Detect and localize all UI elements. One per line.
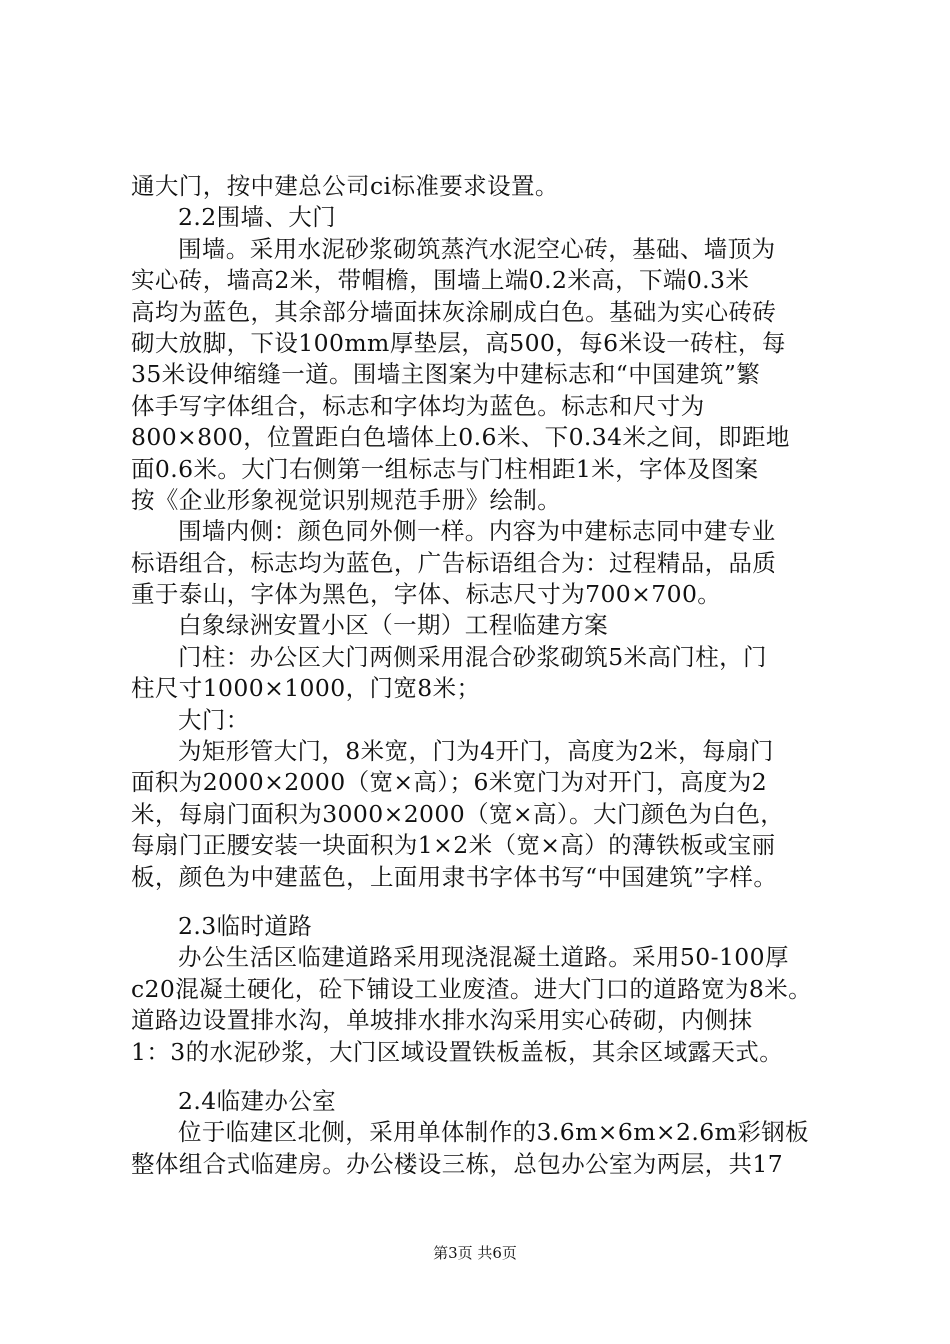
text-line: 柱尺寸1000×1000，门宽8米； [131, 674, 481, 703]
text-line: 门柱：办公区大门两侧采用混合砂浆砌筑5米高门柱，门 [178, 642, 767, 671]
text-line: 砌大放脚，下设100mm厚垫层，高500，每6米设一砖柱，每 [131, 328, 786, 357]
text-line: 按《企业形象视觉识别规范手册》绘制。 [131, 485, 562, 514]
text-line: 每扇门正腰安装一块面积为1×2米（宽×高）的薄铁板或宝丽 [131, 831, 776, 860]
text-line: 位于临建区北侧，采用单体制作的3.6m×6m×2.6m彩钢板 [178, 1118, 809, 1147]
text-line: 标语组合，标志均为蓝色，广告标语组合为：过程精品，品质 [131, 548, 777, 577]
section-heading: 2.4临建办公室 [178, 1086, 337, 1115]
text-line: 实心砖，墙高2米，带帽檐，围墙上端0.2米高，下端0.3米 [131, 266, 750, 295]
text-line: 体手写字体组合，标志和字体均为蓝色。标志和尺寸为 [131, 391, 705, 420]
section-heading: 2.3临时道路 [178, 911, 313, 940]
text-line: 米，每扇门面积为3000×2000（宽×高）。大门颜色为白色， [131, 799, 785, 828]
paragraph-gap [131, 893, 843, 911]
text-line: 35米设伸缩缝一道。围墙主图案为中建标志和“中国建筑”繁 [131, 360, 761, 389]
text-line: 重于泰山，字体为黑色，字体、标志尺寸为700×700。 [131, 580, 722, 609]
text-line: 大门： [178, 705, 250, 734]
text-line: 面积为2000×2000（宽×高）；6米宽门为对开门，高度为2 [131, 768, 768, 797]
text-line: 面0.6米。大门右侧第一组标志与门柱相距1米，字体及图案 [131, 454, 759, 483]
text-line: 道路边设置排水沟，单坡排水排水沟采用实心砖砌，内侧抹 [131, 1006, 753, 1035]
page-footer [0, 1243, 950, 1263]
text-line: 围墙。采用水泥砂浆砌筑蒸汽水泥空心砖，基础、墙顶为 [178, 234, 776, 263]
text-line: 白象绿洲安置小区（一期）工程临建方案 [178, 611, 609, 640]
paragraph-gap [131, 1068, 843, 1086]
text-line: 整体组合式临建房。办公楼设三栋，总包办公室为两层，共17 [131, 1149, 784, 1178]
text-line: 为矩形管大门，8米宽，门为4开门，高度为2米，每扇门 [178, 737, 774, 766]
text-line: 围墙内侧：颜色同外侧一样。内容为中建标志同中建专业 [178, 517, 776, 546]
document-body [131, 171, 843, 1180]
text-line: c20混凝土硬化，砼下铺设工业废渣。进大门口的道路宽为8米。 [131, 974, 813, 1003]
text-line: 板，颜色为中建蓝色，上面用隶书字体书写“中国建筑”字样。 [131, 862, 778, 891]
text-line: 800×800，位置距白色墙体上0.6米、下0.34米之间，即距地 [131, 423, 790, 452]
section-heading: 2.2围墙、大门 [178, 203, 337, 232]
page-indicator: 第3页 共6页 [433, 1244, 517, 1262]
text-line: 通大门，按中建总公司ci标准要求设置。 [131, 172, 559, 200]
text-line: 1：3的水泥砂浆，大门区域设置铁板盖板，其余区域露天式。 [131, 1037, 784, 1066]
text-line: 高均为蓝色，其余部分墙面抹灰涂刷成白色。基础为实心砖砖 [131, 297, 777, 326]
text-line: 办公生活区临建道路采用现浇混凝土道路。采用50-100厚 [178, 943, 789, 972]
